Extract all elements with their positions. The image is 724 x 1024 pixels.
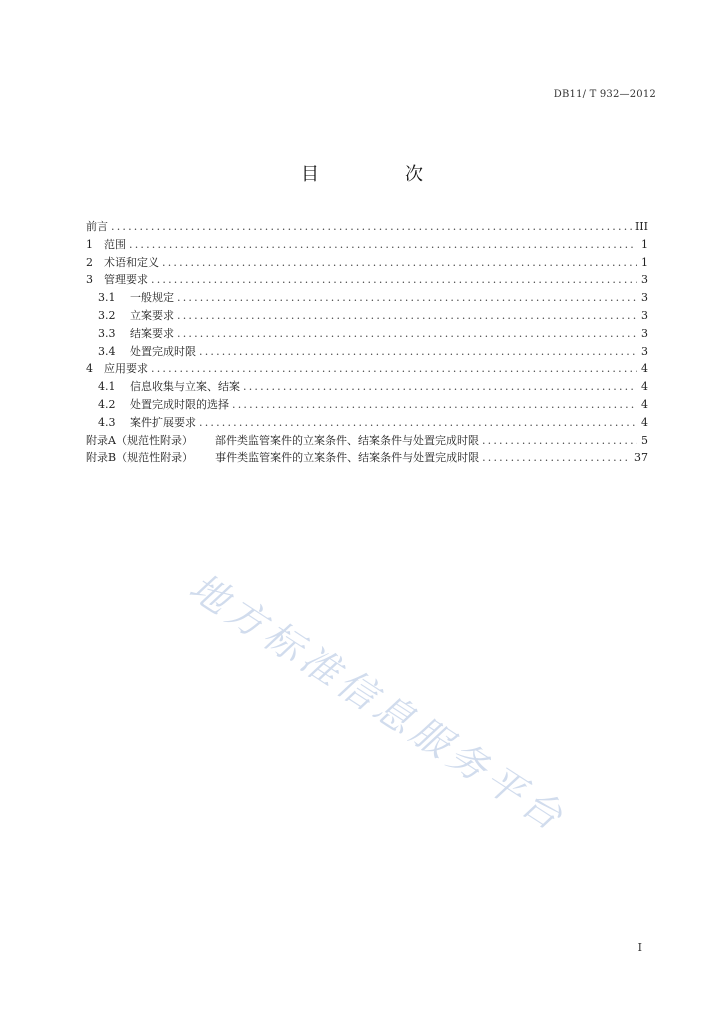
leader-dots bbox=[199, 343, 637, 361]
leader-dots bbox=[243, 378, 637, 396]
toc-entry-number: 3.4 bbox=[98, 344, 116, 358]
toc-entry-scope[interactable] bbox=[86, 236, 648, 254]
toc-entry-label: 立案要求 bbox=[130, 308, 174, 322]
toc-entry-label: 事件类监管案件的立案条件、结案条件与处置完成时限 bbox=[215, 451, 480, 465]
leader-dots bbox=[129, 236, 637, 254]
toc-entry-page: 3 bbox=[641, 273, 648, 287]
toc-entry-number: 3.3 bbox=[98, 326, 116, 340]
annex-tag: 附录B（规范性附录） bbox=[86, 451, 194, 465]
annex-tag: 附录A（规范性附录） bbox=[86, 433, 193, 447]
watermark: 地方标准信息服务平台 bbox=[181, 564, 575, 842]
toc-entry-foreword[interactable] bbox=[86, 218, 648, 236]
toc-entry-page: 1 bbox=[641, 237, 648, 251]
toc-entry-page: III bbox=[634, 220, 648, 233]
toc-entry-label: 应用要求 bbox=[104, 362, 148, 376]
toc-entry-number: 4.1 bbox=[98, 380, 116, 394]
toc-entry-4-2[interactable] bbox=[86, 396, 648, 414]
toc-entry-page: 3 bbox=[641, 344, 648, 358]
toc-entry-number: 4.3 bbox=[98, 415, 116, 429]
toc-entry-label: 信息收集与立案、结案 bbox=[130, 380, 240, 394]
leader-dots bbox=[482, 432, 637, 450]
toc-entry-label: 范围 bbox=[104, 237, 126, 251]
toc-entry-annex-a[interactable] bbox=[86, 432, 648, 450]
leader-dots bbox=[162, 254, 637, 272]
toc-entry-page: 3 bbox=[641, 326, 648, 340]
toc-entry-label: 一般规定 bbox=[130, 291, 174, 305]
toc-entry-page: 4 bbox=[641, 362, 648, 376]
toc-entry-annex-b[interactable] bbox=[86, 449, 648, 467]
toc-entry-3-3[interactable] bbox=[86, 325, 648, 343]
toc-entry-terms[interactable] bbox=[86, 254, 648, 272]
toc-entry-page: 3 bbox=[641, 291, 648, 305]
leader-dots bbox=[177, 307, 637, 325]
toc-entry-number: 2 bbox=[86, 255, 93, 269]
leader-dots bbox=[111, 218, 632, 236]
toc-entry-label: 结案要求 bbox=[130, 326, 174, 340]
toc-entry-label: 处置完成时限的选择 bbox=[130, 397, 229, 411]
toc-entry-number: 1 bbox=[86, 237, 93, 251]
toc-entry-3-1[interactable] bbox=[86, 289, 648, 307]
leader-dots bbox=[232, 396, 637, 414]
toc-entry-4-3[interactable] bbox=[86, 414, 648, 432]
toc-entry-number: 4 bbox=[86, 362, 93, 376]
toc-entry-label: 案件扩展要求 bbox=[130, 415, 196, 429]
toc-entry-number: 4.2 bbox=[98, 397, 116, 411]
toc-entry-application[interactable] bbox=[86, 360, 648, 378]
leader-dots bbox=[151, 360, 637, 378]
toc-entry-page: 4 bbox=[641, 415, 648, 429]
leader-dots bbox=[199, 414, 637, 432]
leader-dots bbox=[177, 289, 637, 307]
toc-entry-page: 4 bbox=[641, 397, 648, 411]
toc-entry-number: 3.2 bbox=[98, 308, 116, 322]
toc-entry-page: 5 bbox=[641, 433, 648, 447]
table-of-contents bbox=[86, 218, 648, 467]
toc-entry-page: 4 bbox=[641, 380, 648, 394]
leader-dots bbox=[177, 325, 637, 343]
toc-entry-3-4[interactable] bbox=[86, 343, 648, 361]
toc-entry-label: 部件类监管案件的立案条件、结案条件与处置完成时限 bbox=[214, 433, 479, 447]
toc-entry-number: 3 bbox=[86, 273, 93, 287]
toc-entry-page: 37 bbox=[634, 451, 648, 465]
toc-entry-number: 3.1 bbox=[98, 291, 116, 305]
toc-entry-label: 术语和定义 bbox=[104, 255, 159, 269]
toc-title: 目 次 bbox=[301, 164, 457, 185]
toc-entry-label: 管理要求 bbox=[104, 273, 148, 287]
leader-dots bbox=[482, 449, 631, 467]
document-code: DB11/ T 932—2012 bbox=[553, 89, 656, 100]
toc-entry-label: 前言 bbox=[86, 220, 108, 233]
toc-entry-page: 3 bbox=[641, 308, 648, 322]
toc-entry-management[interactable] bbox=[86, 271, 648, 289]
toc-entry-4-1[interactable] bbox=[86, 378, 648, 396]
toc-entry-page: 1 bbox=[641, 255, 648, 269]
toc-entry-label: 处置完成时限 bbox=[130, 344, 196, 358]
page-number: I bbox=[637, 941, 642, 954]
toc-entry-3-2[interactable] bbox=[86, 307, 648, 325]
leader-dots bbox=[151, 271, 637, 289]
